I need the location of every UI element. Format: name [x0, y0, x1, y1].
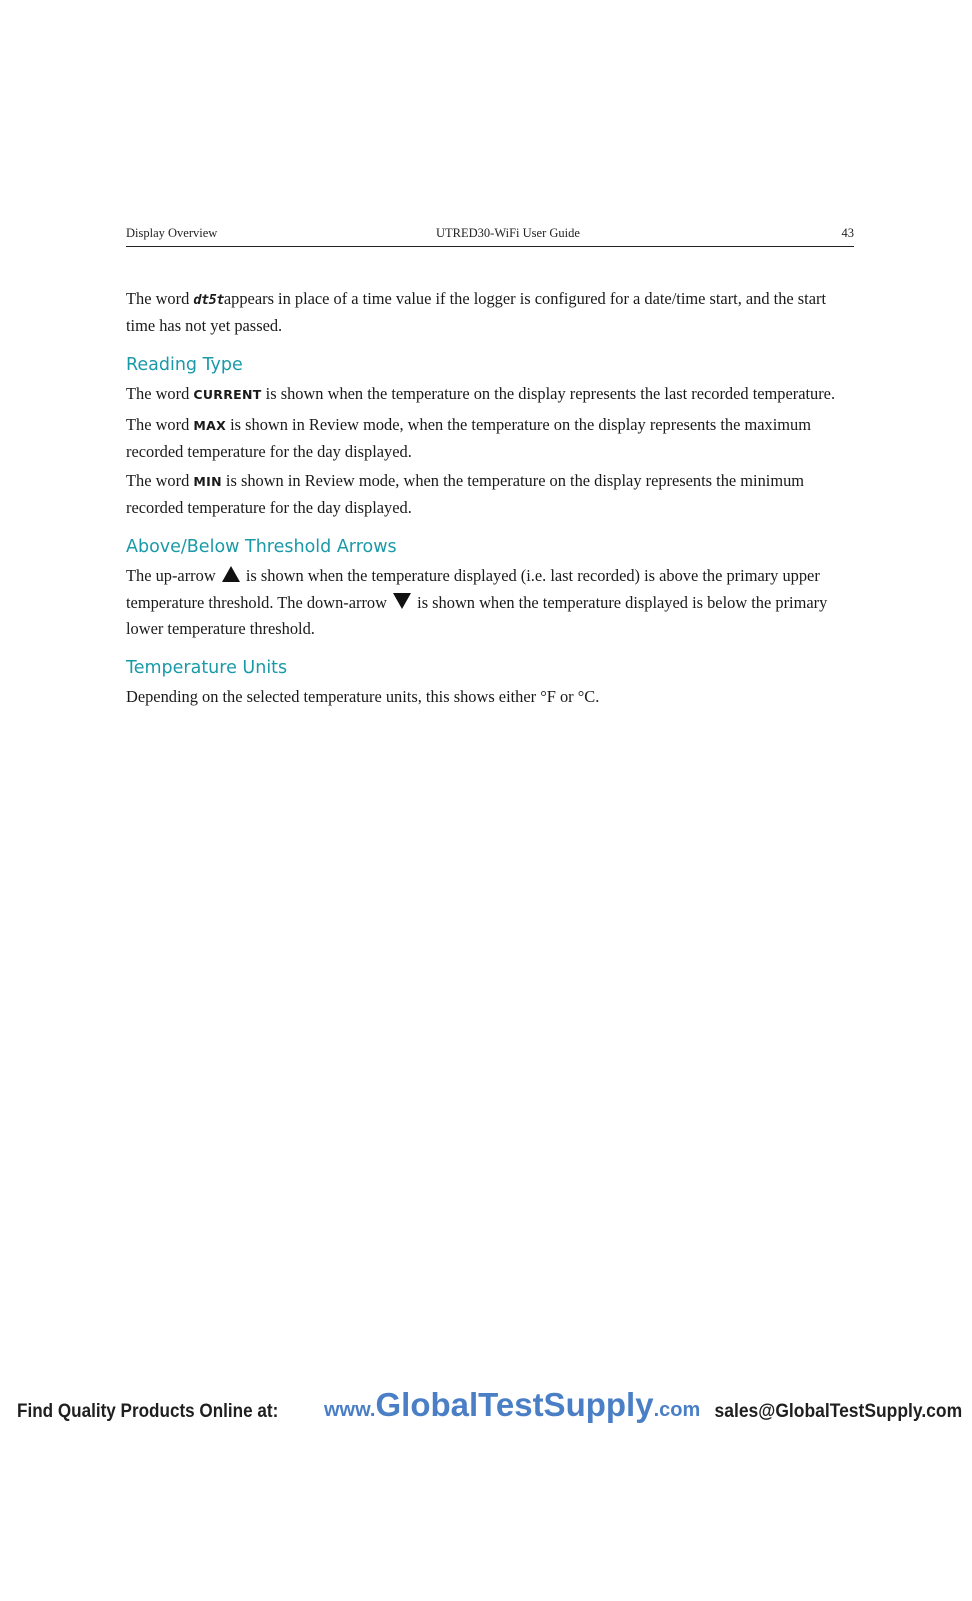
- footer-email-link[interactable]: sales@GlobalTestSupply.com: [714, 1401, 962, 1422]
- lcd-current-word: CURRENT: [193, 387, 262, 403]
- arrows-text-3: is shown when the temperature displayed is below the primary lower temperature threshold.: [126, 592, 828, 638]
- intro-paragraph: [126, 286, 856, 339]
- header-page-number: 43: [841, 226, 854, 240]
- arrows-text-1: The up-arrow: [126, 566, 220, 586]
- temperature-units-heading: Temperature Units: [126, 658, 288, 679]
- reading-type-min-paragraph: [126, 468, 856, 521]
- footer-find-text: Find Quality Products Online at:: [17, 1401, 279, 1422]
- max-suffix: is shown in Review mode, when the temperature on the display represents the maximum recorded temperature for the day displayed.: [126, 414, 811, 461]
- footer-site-www: www.: [324, 1399, 376, 1421]
- header-section-title: Display Overview: [126, 226, 218, 240]
- lcd-dtst-glyph: dt5t: [193, 292, 224, 308]
- threshold-arrows-paragraph: [126, 563, 856, 642]
- min-suffix: is shown in Review mode, when the temperature on the display represents the minimum recorded temperature for the day displayed.: [126, 471, 805, 518]
- lcd-max-word: MAX: [193, 417, 227, 433]
- header-document-title: UTRED30-WiFi User Guide: [436, 226, 580, 240]
- temperature-units-paragraph: Depending on the selected temperature units, this shows either °F or °C.: [126, 687, 600, 707]
- max-prefix: The word: [126, 414, 194, 434]
- running-header: [126, 224, 854, 247]
- lcd-min-word: MIN: [193, 474, 222, 490]
- current-suffix: is shown when the temperature on the display represents the last recorded temperature.: [261, 384, 836, 404]
- reading-type-current-paragraph: [126, 381, 856, 408]
- reading-type-max-paragraph: [126, 412, 856, 465]
- arrows-text-2: is shown when the temperature displayed (i.e. last recorded) is above the primary upper temperature threshold. The down-arrow: [126, 566, 820, 612]
- current-prefix: The word: [126, 384, 194, 404]
- down-arrow-icon: [393, 593, 411, 609]
- footer-site-brand: GlobalTestSupply: [375, 1386, 654, 1423]
- min-prefix: The word: [126, 471, 194, 491]
- intro-prefix: The word: [126, 289, 194, 308]
- page-content: [126, 286, 856, 713]
- reading-type-heading: Reading Type: [126, 355, 243, 376]
- intro-suffix: appears in place of a time value if the logger is configured for a date/time start, and the start time has not yet passed.: [126, 289, 827, 336]
- footer-site-com: .com: [653, 1399, 701, 1421]
- up-arrow-icon: [222, 566, 240, 582]
- threshold-arrows-heading: Above/Below Threshold Arrows: [126, 537, 397, 558]
- advert-footer: [0, 1380, 972, 1430]
- footer-website-link[interactable]: [324, 1386, 700, 1424]
